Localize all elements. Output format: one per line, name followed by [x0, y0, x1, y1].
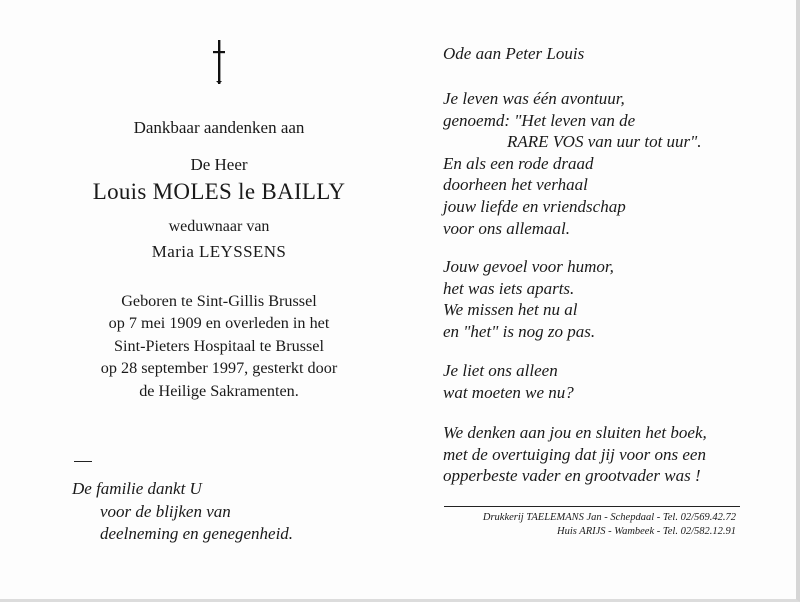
poem-line: doorheen het verhaal — [443, 175, 588, 195]
poem-stanza-2 — [443, 256, 614, 342]
poem-line: We missen het nu al — [443, 300, 578, 320]
poem-stanza-4 — [443, 422, 707, 487]
bio-text — [49, 290, 389, 402]
honorific: De Heer — [190, 155, 248, 174]
thanks-line: deelneming en genegenheid. — [100, 524, 294, 543]
poem-line: We denken aan jou en sluiten het boek, — [443, 423, 707, 442]
poem-line: met de overtuiging dat jij voor ons een — [443, 444, 706, 464]
poem-stanza-3 — [443, 360, 574, 403]
poem-line: En als een rode draad — [443, 153, 594, 173]
poem-line: en "het" is nog zo pas. — [443, 321, 596, 341]
poem-title: Ode aan Peter Louis — [443, 44, 585, 63]
poem-line: Je leven was één avontuur, — [443, 89, 625, 108]
poem-line: jouw liefde en vriendschap — [443, 196, 626, 216]
spouse-name: Maria LEYSSENS — [151, 242, 287, 261]
poem-line: opperbeste vader en grootvader was ! — [443, 466, 701, 486]
printer-line: Huis ARIJS - Wambeek - Tel. 02/582.12.91 — [557, 526, 736, 537]
bio-line: Sint-Pieters Hospitaal te Brussel — [114, 336, 324, 355]
deceased-name: Louis MOLES le BAILLY — [92, 179, 346, 204]
divider-dash — [74, 461, 92, 462]
relation-label: weduwnaar van — [168, 218, 270, 235]
cross-icon — [212, 40, 226, 84]
poem-line: voor ons allemaal. — [443, 218, 571, 238]
bio-line: de Heilige Sakramenten. — [139, 381, 299, 400]
poem-line: RARE VOS van uur tot uur". — [507, 132, 702, 152]
bio-line: op 7 mei 1909 en overleden in het — [108, 314, 330, 333]
printer-line: Drukkerij TAELEMANS Jan - Schepdaal - Tel. 02/569.42.72 — [482, 512, 736, 523]
poem-line: wat moeten we nu? — [443, 382, 574, 402]
bio-line: Geboren te Sint-Gillis Brussel — [121, 292, 317, 310]
poem-line: Jouw gevoel voor humor, — [443, 257, 614, 276]
poem-line: het was iets aparts. — [443, 278, 575, 298]
thanks-line: De familie dankt U — [72, 479, 202, 498]
poem-line: Je liet ons alleen — [443, 361, 558, 380]
memorial-intro: Dankbaar aandenken aan — [133, 118, 305, 137]
bio-line: op 28 september 1997, gesterkt door — [100, 359, 338, 378]
poem-stanza-1 — [443, 88, 702, 239]
thanks-line: voor de blijken van — [100, 502, 231, 521]
poem-line: genoemd: "Het leven van de — [443, 110, 636, 130]
printer-divider — [444, 506, 740, 507]
